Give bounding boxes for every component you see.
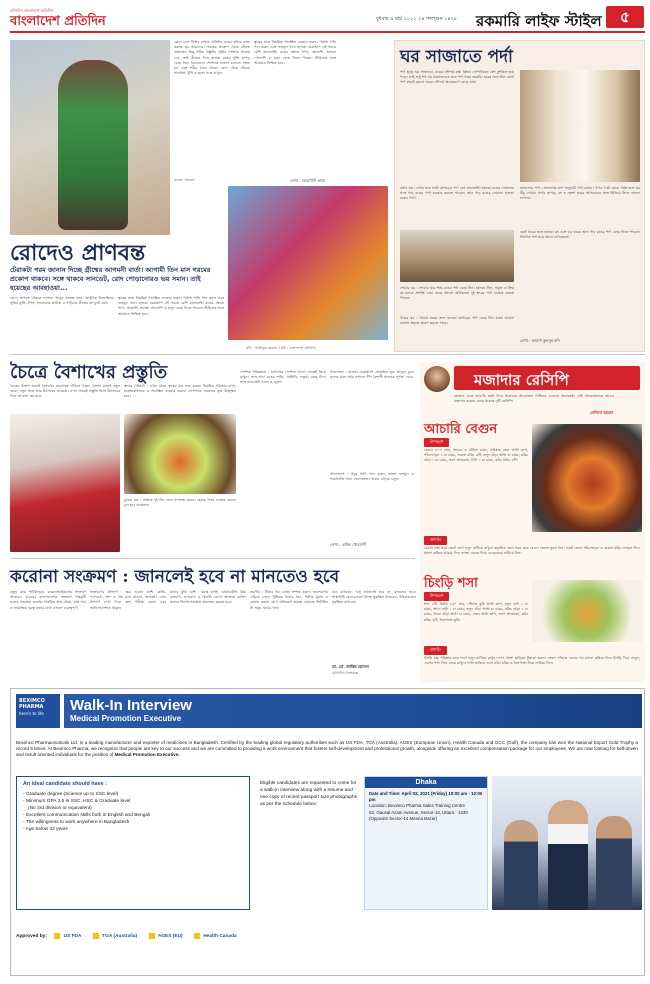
masthead-tagline: প্রতিদিন বাংলাদেশ প্রতিদিন: [10, 8, 54, 13]
dish2-photo: [532, 580, 642, 642]
corona-body-d: করণীয় : টিকার সব ডোজ সম্পন্ন করুন। জনসমাগম এড়িয়ে চলুন। পুষ্টিকর খাবার খান, পর্যাপ্ত ঘুমান ও ব্যায়াম করুন। রোগ প্রতিরোধ ক্ষমতা বাড়াতে ভিটামিন সি সমৃদ্ধ খাবার খান।: [250, 590, 328, 610]
fashion-body-b: ত্বকের যত্নে নিয়মিত সানস্ক্রিন ব্যবহার করুন। পর্যাপ্ত পানি পান করুন এবং ফলমূল খান। হালকা মেকআপ এই সময়ে বেশি মানানসই। রঙের ক্ষেত্রে সাদা, আকাশি, হালকা গোলাপি বা হলুদ বেছে নিতে পারেন। স্টাইলের সঙ্গে আরামও নিশ্চিত হবে।: [254, 40, 336, 65]
fashion-photo-secondary: [228, 186, 388, 340]
ad-brand-line2: PHARMA: [19, 704, 44, 710]
boishakh-headline: চৈত্রে বৈশাখের প্রস্তুতি: [10, 362, 168, 383]
approval-healthcanada: Health Canada: [203, 934, 237, 939]
ad-ideal-box: [16, 776, 250, 910]
boishakh-body-d: পোশাক পরিকল্পনা : বৈশাখের পোশাক আগে থেকেই কিনে রাখুন। লাল-সাদা রঙের শাড়ি, পাঞ্জাবি, ফতুয়া বেছে নিন। সঙ্গে মানানসই গয়না ও জুতা।: [240, 370, 326, 385]
corona-body-b: সংক্রমণের উপসর্গ : জ্বর, শুকনা কাশি, ক্লান্তি, গলাব্যথা, স্বাদ ও গন্ধ চলে যাওয়া, শ্বাসকষ্ট। এসব উপসর্গ দেখা দিলে দ্রুত পরীক্ষা করান এবং আইসোলেশনে থাকুন।: [90, 590, 166, 610]
model-credit-name: পতেন্দ্রা: [184, 178, 195, 182]
boishakh-writer: লেখা : তানিম খোরশেদী: [330, 542, 367, 547]
decor-body-f: ছোট ঘরের জন্য হালকা রং এবং বড় ঘরের জন্য গাঢ় রঙের পর্দা বেছে নিতে পারেন। প্রিন্টেড পর্দা ঘরে আনে প্রাণবন্ততা।: [520, 230, 640, 240]
corona-headline: করোনা সংক্রমণ : জানলেই হবে না মানতেও হবে: [10, 567, 340, 587]
page-number: ৫: [620, 8, 630, 26]
ad-brand-tag: here's to life: [19, 711, 44, 716]
chef-portrait: [424, 366, 450, 392]
decor-body-d: খাবার ঘর : খাবার ঘরের জন্য হালকা কাপড়ের পর্দা বেছে নিন যাতে আলো বাতাস সহজে প্রবেশ করতে পারে।: [400, 316, 514, 326]
dish2-method-label: প্রণালি: [424, 646, 447, 655]
ad-approvals: [16, 930, 642, 944]
ad-eligible: Eligible candidates are requested to come for a walk-in interview along with a resume and one copy of recent passport size photographs as per the schedule below:: [260, 781, 358, 807]
ad-ideal-item-text: Age below 32 years: [25, 827, 68, 832]
ad-ideal-item-text: Minimum GPA 2.5 in SSC, HSC & Graduate level: [25, 799, 131, 804]
ad-intro-text: Beximco Pharmaceuticals Ltd. is a leading manufacturer and exporter of medicines in Bangladesh. Certified by the leading global regulatory authorities such as US FDA, TGA (Australia), AGES (European Union), Health Canada and GCC (Gulf), the company has won the National Export Gold Trophy a record 5 times. At Beximco Pharma, we recognize that people are key to our success and we are committed to providing a work environment that fosters self-development and professional growth, alongside offering an excellent compensation package for our employees. We are now looking for self-driven and result oriented individuals for the position of: [16, 740, 638, 758]
approval-badge-tga: [93, 933, 99, 939]
dish1-ing-label: উপকরণ: [424, 438, 449, 447]
ad-ideal-item: - Age below 32 years: [23, 827, 68, 832]
page-number-badge: [606, 6, 644, 28]
decor-body-c: শোবার ঘর : শোবার ঘরে শান্ত রঙের পর্দা বেছে নিন। হালকা নীল, সবুজ বা ক্রিম রং মনকে প্রশান্তি দেয়। রাতে আলো আটকাতে দুই স্তরের পর্দা ব্যবহার করতে পারেন।: [400, 286, 514, 301]
ad-subtitle: Medical Promotion Executive: [70, 714, 182, 723]
dish2-ing: শসা ২টি, চিংড়ি ২৫০ গ্রাম, পেঁয়াজ কুচি আধা কাপ, রসুন বাটা ১ চা চামচ, আদা বাটা ১ চা চামচ, হলুদ গুঁড়া আধা চা চামচ, মরিচ গুঁড়া ১ চা চামচ, জিরা গুঁড়া আধা চা চামচ, তেল আধা কাপ, লবণ স্বাদমতো, কাঁচা মরিচ ৪টি, ধনেপাতা কুচি।: [424, 602, 528, 622]
ad-title: Walk-In Interview: [70, 697, 192, 714]
boishakh-tips: খাদ্যাভ্যাস : প্রচুর পানি পান করুন, তাজা ফলমূল ও শাকসবজি খান। তেলেভাজা খাবার এড়িয়ে চলুন।: [330, 472, 414, 482]
decor-photo-curtain: [520, 70, 640, 182]
dish1-title: আচারি বেগুন: [424, 422, 498, 437]
masthead-rule: [10, 31, 645, 33]
dish2-ing-label: উপকরণ: [424, 592, 449, 601]
decor-photo-room: [400, 230, 514, 282]
ad-person-3: [596, 816, 632, 910]
dish1-method: বেগুন লম্বা করে কেটে লবণ হলুদ মাখিয়ে রাখুন। কড়াইয়ে তেল গরম করে বেগুন ভেজে তুলে নিন। একই তেলে পাঁচফোড়ন ও শুকনা মরিচ ফোড়ন দিন। মসলা কষিয়ে আচার দিন। ভাজা বেগুন দিয়ে নেড়েচেড়ে নামিয়ে নিন।: [424, 546, 640, 556]
approval-tga: TGA (Australia): [102, 934, 138, 939]
masthead-date: বুধবার ৯ মার্চ ২০২২ ২৪ ফাল্গুন ১৪২৮: [376, 16, 458, 22]
recipe-chef: সেলিনা রহমান: [590, 410, 614, 415]
ad-title-bar: [64, 694, 642, 728]
dish2-method: চিংড়ি মাছ পরিষ্কার করে লবণ হলুদ মাখিয়ে রাখুন। শসা খোসা ছাড়িয়ে টুকরো করুন। তেলে পেঁয়াজ ভেজে সব মসলা কষিয়ে নিন। চিংড়ি দিয়ে নাড়ুন, এরপর শসা দিয়ে ঢেকে রাখুন। পানি শুকিয়ে এলে কাঁচা মরিচ ও ধনেপাতা দিয়ে নামিয়ে নিন।: [424, 656, 640, 666]
model-credit-label: মডেল:: [174, 178, 184, 182]
corona-writer-role: মেডিসিন বিশেষজ্ঞ: [332, 671, 358, 675]
ad-intro: [16, 740, 638, 759]
approval-badge-usfda: [54, 933, 60, 939]
ad-people-photo: [492, 776, 642, 910]
boishakh-body-c: চুলের যত্ন : সপ্তাহে দুই দিন তেল ম্যাসাজ করুন। হেয়ার প্যাক ব্যবহার করলে চুল হবে ঝলমলে।: [124, 498, 236, 508]
ad-ideal-item: - Minimum GPA 2.5 in SSC, HSC & Graduate level: [23, 799, 131, 804]
dish2-title: চিংড়ি শসা: [424, 576, 478, 591]
fashion-body-a: রোদে চলে সিঁধার রাখায় প্রতিদিন ঘরের বাইরে কাজ করতে হয় আমাদের। গরমের প্রকোপ থেকে বাঁচতে প্রয়োজন কিছু সঠিক প্রস্তুতি। সুতির পোশাক আরাম দেয়, তাই গ্রীষ্মের দিনে হালকা রঙের সুতি কাপড় বেছে নিন। ঢিলেঢালা পোশাকে বাতাস চলাচল সহজ হয় এবং শরীর ঠান্ডা থাকে। রোদ থেকে বাঁচতে সানগ্লাস, টুপি ও ছাতা সঙ্গে রাখুন।: [174, 40, 250, 76]
ad-person-1: [504, 820, 538, 910]
ad-address1: 62, Gausal Azam Avenue, Sector-13, Uttara - 1230: [369, 809, 468, 815]
recipe-intro: রমজান এলে আচারি ভর্তা দিয়ে খাবারের আয়োজন সাজিয়ে ফেলেন অনেকেই। সেই আয়োজনকে আরও মজাদার করতে এবার থাকছে দুটি রেসিপি।: [454, 394, 614, 404]
corona-body-a: নতুন করে পৃথিবীজুড়ে করোনাভাইরাসের সংক্রমণ আবারও বাড়ছে। বাংলাদেশেও সংক্রমণ নিম্নমুখী হলেও সতর্কতা জরুরি। নিয়মিত হাত ধোয়া, মাস্ক পরা ও সামাজিক দূরত্ব বজায় রাখা এখনো গুরুত্বপূর্ণ।: [10, 590, 86, 610]
masthead: [0, 0, 650, 34]
ad-ideal-item-text: (No 3rd division or equivalent): [28, 806, 92, 811]
dish1-ing: বেগুন ৫০০ গ্রাম, আচার ৩ টেবিল চামচ, সরিষার তেল আধা কাপ, পাঁচফোড়ন ১ চা চামচ, শুকনা মরিচ ৪টি, হলুদ গুঁড়া আধা চা চামচ, মরিচ গুঁড়া ১ চা চামচ, লবণ স্বাদমতো, চিনি ১ চা চামচ, কাঁচা মরিচ ৫টি।: [424, 448, 528, 463]
decor-writer: লেখা : আয়শা কুলসুম মনি: [520, 338, 560, 343]
decor-body-b: বসার ঘর : বসার ঘরে ভারী কাপড়ের পর্দা বেশ মানানসই। হালকা রঙের দেয়ালের সঙ্গে গাঢ় রঙের পর্দা ব্যবহার করতে পারেন। আর গাঢ় রঙের দেয়ালে হালকা রঙের পর্দা।: [400, 186, 514, 201]
fashion-deck: টেরাকটা গরম জানান দিচ্ছে গ্রীষ্মের আগমনী বার্তা। আগামী তিন মাস গরমের প্রকোপ থাকবে। সঙ্গে থাকবে সানডেট, রোদ পোড়ানোরও ভয় সমান। তাই হয়েছের আবহাওয়া...: [10, 266, 211, 292]
ad-schedule-box: [364, 776, 488, 910]
ad-location: Location: Beximco Pharma Sales Training Centre: [369, 803, 465, 809]
dish1-method-label: প্রণালি: [424, 536, 447, 545]
ad-position: Medical Promotion Executive.: [114, 752, 180, 758]
ad-ideal-item: - The willingness to work anywhere in Bangladesh: [23, 820, 130, 825]
divider-corona: [10, 558, 415, 559]
fashion-body-c: রোদে প্রাণবন্ত থাকতে ফ্যাশনে আনুন সতেজ ভাব। আধুনিক ডিজাইনের সুতির কুর্তি, টপস, সালোয়ার কামিজ ও শাড়িতে গ্রীষ্মের রং ফুটে ওঠে।: [10, 296, 114, 306]
recipe-banner: [454, 366, 640, 390]
corona-writer: ডা. মো. জাকির হোসেন: [332, 664, 369, 669]
ad-ideal-item: - Excellent communication skills both in English and Bengali: [23, 813, 151, 818]
boishakh-body-e: সাজসজ্জা : হালকা মেকআপে প্রাকৃতিক লুক আনুন। চুলে ফুলের মালা আর কপালে টিপ বৈশাখী সাজকে পূর্ণতা দেবে।: [330, 370, 414, 380]
decor-body-e: জানালার পর্দা : জানালার মাপ অনুযায়ী পর্দা বানান। পর্দার দৈর্ঘ্য মেঝে পর্যন্ত হলে ঘর উঁচু দেখায়। পর্দার কাপড়, রং ও নকশা ঘরের আসবাবের সঙ্গে মিলিয়ে নিলে ভালো লাগবে।: [520, 186, 640, 201]
ad-ideal-item-text: Excellent communication skills both in English and Bengali: [25, 813, 151, 818]
approval-ages: AGES (EU): [157, 934, 183, 939]
fashion-photo-main: [10, 40, 170, 235]
corona-body-e: মনে রাখবেন, শুধু জানলেই হবে না, মানতেও হবে। স্বাস্থ্যবিধি মেনে চললে নিজে সুরক্ষিত থাকবেন, পরিবারকেও সুরক্ষিত রাখবেন।: [332, 590, 416, 605]
boishakh-body-b: ত্বকের পরিচর্যা : এখন থেকে ত্বকের যত্ন শুরু করুন। নিয়মিত পরিষ্কার রাখা, ময়েশ্চারাইজার ও সানস্ক্রিন ব্যবহার করুন। ফেসপ্যাক ব্যবহারে ত্বক উজ্জ্বল হবে।: [124, 384, 236, 399]
fashion-body-d: ত্বকের যত্নে নিয়মিত সানস্ক্রিন ব্যবহার করুন। পর্যাপ্ত পানি পান করুন এবং ফলমূল খান। হালকা মেকআপ এই সময়ে বেশি মানানসই। রঙের ক্ষেত্রে সাদা, আকাশি, হালকা গোলাপি বা হলুদ বেছে নিতে পারেন। স্টাইলের সঙ্গে আরামও নিশ্চিত হবে।: [118, 296, 224, 316]
model-credit: [174, 178, 214, 184]
ad-person-2: [548, 800, 588, 910]
section-title: রকমারি লাইফ স্টাইল: [476, 12, 602, 30]
decor-headline: ঘর সাজাতে পর্দা: [400, 47, 513, 67]
ad-ideal-item-text: Graduate degree (Science up to SSC level): [25, 792, 119, 797]
ad-address2: (Opposite Sector-14 Meena Bazar): [369, 815, 438, 821]
divider-middle: [10, 354, 645, 355]
ad-date-time: Date and Time: April 02, 2021 (Friday) 10:00 am - 12:00 pm: [369, 791, 483, 803]
ad-brand-box[interactable]: [16, 694, 60, 728]
ad-ideal-item: [23, 805, 243, 812]
masthead-logo[interactable]: বাংলাদেশ প্রতিদিন: [10, 14, 106, 29]
ad-ideal-item: - Graduate degree (Science up to SSC level): [23, 792, 119, 797]
boishakh-photo: [10, 414, 120, 552]
decor-body-a: পর্দা ছাড়া ঘর সাজানো, ঘরের সৌন্দর্য রক্ষা কিংবা গোপনীয়তা বেশ মুশকিল হয়ে পড়ে। তাই শুধু শখ নয় প্রয়োজনেও ঘরে পর্দা থাকা জরুরি। ঘরের সঙ্গে মিল রেখে পর্দা বাছাই করলে ঘরের সৌন্দর্য অনেকগুণ বেড়ে যায়।: [400, 70, 514, 85]
boishakh-body-a: চৈত্রের উত্তাপ মানেই বৈশাখের দ্বারপ্রান্তে দাঁড়িয়ে থাকা। বৈশাখ মানেই নতুন জামা, নতুন সাজ আর উৎসবের আমেজ। এখন থেকেই প্রস্তুতি নিলে উৎসবের দিনে ঝামেলা কম হবে।: [10, 384, 120, 399]
fashion-credit: ছবি : আতিকুর রহমান / ছবি : বাংলাদেশ প্রতিদিন: [246, 346, 316, 350]
boishakh-photo-food: [124, 414, 236, 494]
approval-badge-ages: [149, 933, 155, 939]
approval-usfda: US FDA: [63, 934, 82, 939]
recipe-headline: মজাদার রেসিপি: [474, 371, 569, 389]
approval-badge-healthcanada: [194, 933, 200, 939]
ad-approved-label: Approved by:: [16, 934, 47, 939]
ad-ideal-head: An ideal candidate should have :: [23, 781, 107, 787]
fashion-writer: লেখা : ফেরদৌসি আরা: [290, 178, 326, 183]
corona-body-c: যাদের ঝুঁকি বেশি : বয়স্ক ব্যক্তি, ডায়াবেটিস, উচ্চ রক্তচাপ, হৃদরোগ ও কিডনি রোগে আক্রান্ত ব্যক্তি। তাদের বিশেষ সতর্কতা অবলম্বন করতে হবে।: [170, 590, 246, 605]
ad-city: Dhaka: [365, 777, 487, 788]
fashion-headline: রোদেও প্রাণবন্ত: [10, 240, 146, 266]
model-figure: [58, 60, 128, 230]
dish1-photo: [532, 424, 642, 532]
ad-ideal-item-text: The willingness to work anywhere in Bangladesh: [25, 820, 130, 825]
ad-brand-line1: BEXIMCO: [19, 698, 45, 704]
